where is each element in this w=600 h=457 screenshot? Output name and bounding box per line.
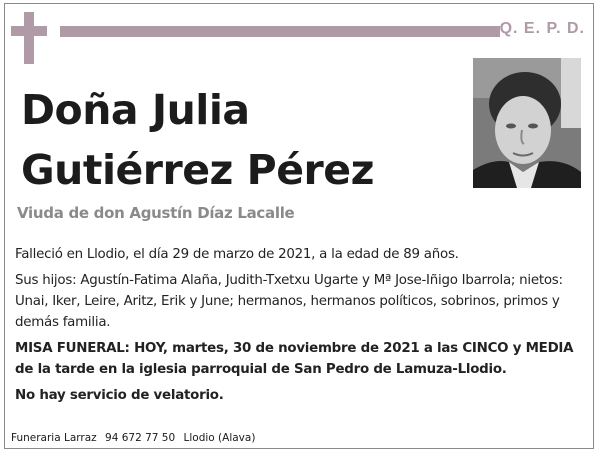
funeral-home-name: Funeraria Larraz bbox=[11, 432, 97, 444]
death-details: Falleció en Llodio, el día 29 de marzo de 2021, a la edad de 89 años. bbox=[15, 247, 459, 262]
header-rule bbox=[60, 26, 500, 37]
funeral-mass-details: MISA FUNERAL: HOY, martes, 30 de noviembre de 2021 a las CINCO y MEDIA de la tarde en la iglesia parroquial de San Pedro de Lamuza-Llodio. bbox=[15, 341, 574, 377]
notice-body bbox=[15, 244, 590, 411]
deceased-name-line1: Doña Julia bbox=[21, 86, 250, 134]
portrait-image bbox=[473, 58, 581, 188]
deceased-name-line2: Gutiérrez Pérez bbox=[21, 146, 374, 194]
widow-of-line: Viuda de don Agustín Díaz Lacalle bbox=[17, 204, 295, 222]
cross-vertical-bar bbox=[24, 12, 34, 64]
deceased-name bbox=[21, 80, 374, 200]
funeral-home-phone: 94 672 77 50 bbox=[105, 432, 176, 444]
qepd-label: Q. E. P. D. bbox=[499, 20, 585, 37]
wake-info: No hay servicio de velatorio. bbox=[15, 388, 224, 403]
cross-horizontal-bar bbox=[11, 26, 47, 36]
funeral-home-footer bbox=[11, 432, 255, 444]
obituary-notice bbox=[4, 3, 594, 449]
family-list: Sus hijos: Agustín-Fatima Alaña, Judith-Txetxu Ugarte y Mª Jose-Iñigo Ibarrola; nietos: Unai, Iker, Leire, Aritz, Erik y June; hermanos, hermanos políticos, sobrinos, primos y demás familia. bbox=[15, 273, 563, 330]
funeral-home-location: Llodio (Alava) bbox=[183, 432, 256, 444]
deceased-photo bbox=[473, 58, 581, 188]
